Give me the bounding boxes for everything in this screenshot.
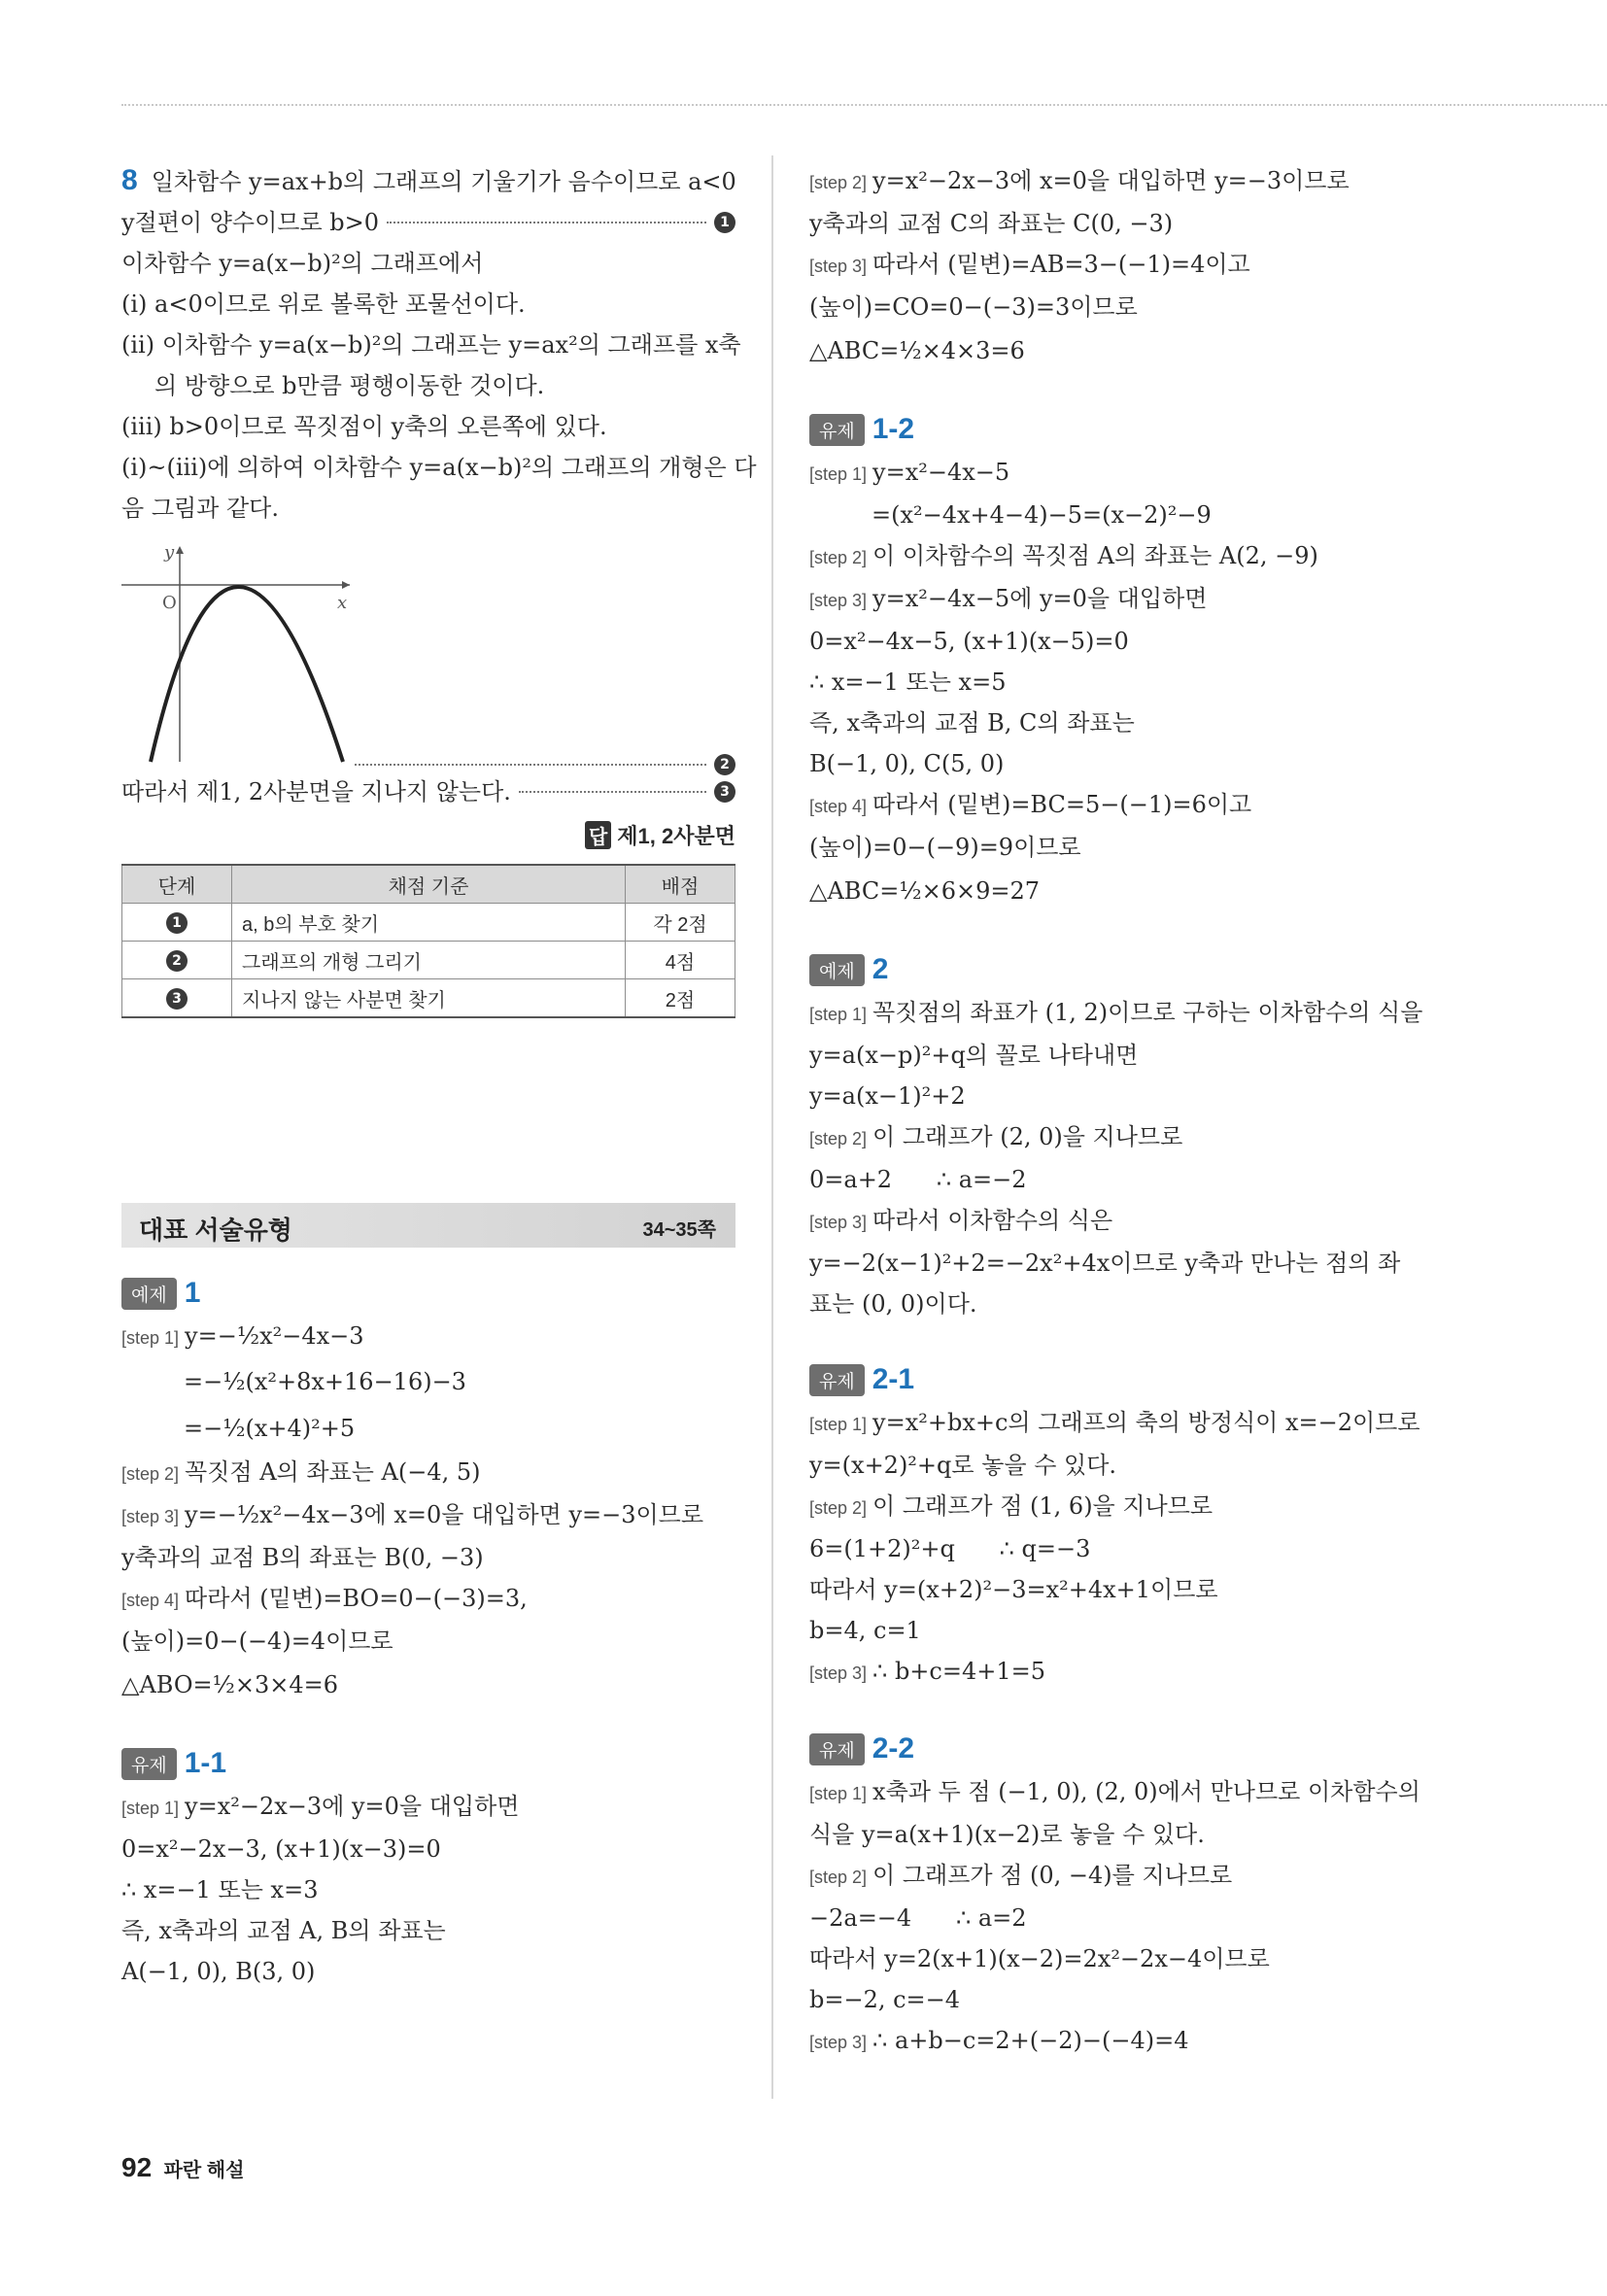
sim12-step3: [809, 578, 1431, 621]
problem-8-line-6: 의 방향으로 b만큼 평행이동한 것이다.: [154, 372, 545, 399]
problem-8-line-10: [121, 771, 735, 812]
example-number: 1: [184, 1277, 201, 1309]
table-row: [122, 979, 735, 1018]
step-text: 꼭짓점 A의 좌표는 A(−4, 5): [185, 1458, 481, 1486]
step-marker-2: 2: [714, 754, 735, 775]
step-label: [step 2]: [809, 173, 868, 192]
similar-tag: 유제: [809, 414, 865, 446]
sim22-step2-line2: −2a=−4 ∴ a=2: [809, 1904, 1027, 1932]
sim11-step1: [121, 1786, 735, 1829]
problem-8-text: 따라서 제1, 2사분면을 지나지 않는다.: [121, 778, 511, 805]
step-text: 따라서 이차함수의 식은: [872, 1207, 1113, 1234]
problem-8-line-2: [121, 202, 735, 243]
step-text: 꼭짓점의 좌표가 (1, 2)이므로 구하는 이차함수의 식을: [872, 999, 1423, 1026]
sim12-step4-line2: (높이)=0−(−9)=9이므로: [809, 834, 1081, 861]
problem-8-line-9: 음 그림과 같다.: [121, 495, 279, 522]
answer-text: 제1, 2사분면: [617, 824, 735, 848]
step-text: 이 그래프가 점 (0, −4)를 지나므로: [872, 1862, 1233, 1889]
sim12-step2: [809, 535, 1431, 578]
sim12-step4: [809, 784, 1431, 827]
sim11-step1-line5: A(−1, 0), B(3, 0): [121, 1958, 316, 1985]
step-label: [step 3]: [809, 2033, 868, 2052]
section-header: [121, 1203, 735, 1248]
step-text: y=x²+bx+c의 그래프의 축의 방정식이 x=−2이므로: [872, 1409, 1420, 1436]
step-label: [step 4]: [809, 797, 868, 816]
page-footer: [121, 2152, 244, 2183]
ex1-step3: [121, 1494, 735, 1537]
sim11-step1-line4: 즉, x축과의 교점 A, B의 좌표는: [121, 1917, 446, 1944]
sim11-step3: [809, 244, 1431, 287]
example-1-header: [121, 1277, 735, 1310]
similar-2-2-header: [809, 1732, 1431, 1765]
step-label: [step 1]: [809, 464, 868, 484]
sim21-step2: [809, 1486, 1431, 1528]
similar-1-1: [121, 1747, 735, 1992]
sim22-step3: [809, 2020, 1431, 2063]
example-2: [809, 953, 1431, 1324]
table-row: [122, 904, 735, 942]
similar-number: 2-2: [872, 1732, 915, 1765]
similar-number: 1-1: [184, 1747, 227, 1779]
ex2-step1-line3: y=a(x−1)²+2: [809, 1082, 966, 1110]
step-text: 따라서 (밑변)=BO=0−(−3)=3,: [185, 1585, 528, 1612]
step-text: y=x²−2x−3에 x=0을 대입하면 y=−3이므로: [872, 167, 1350, 194]
sim12-step4-line3: △ABC=½×6×9=27: [809, 877, 1041, 905]
graph-leader: [355, 754, 735, 775]
sim22-step2-line3: 따라서 y=2(x+1)(x−2)=2x²−2x−4이므로: [809, 1945, 1270, 1972]
problem-8-line-5: (ⅱ) 이차함수 y=a(x−b)²의 그래프는 y=ax²의 그래프를 x축: [121, 331, 741, 359]
sim22-step1: [809, 1771, 1431, 1814]
problem-8-line-4: (ⅰ) a<0이므로 위로 볼록한 포물선이다.: [121, 291, 526, 318]
step-text: x축과 두 점 (−1, 0), (2, 0)에서 만나므로 이차함수의: [872, 1778, 1420, 1805]
ex2-step3-line3: 표는 (0, 0)이다.: [809, 1290, 977, 1318]
ex2-step3: [809, 1200, 1431, 1243]
step-text: 이 이차함수의 꼭짓점 A의 좌표는 A(2, −9): [872, 542, 1318, 569]
sim21-step1: [809, 1402, 1431, 1445]
table-header-points: 배점: [626, 865, 735, 904]
step-marker-2: 2: [166, 950, 188, 972]
similar-tag: 유제: [809, 1733, 865, 1765]
step-label: [step 2]: [121, 1464, 180, 1484]
step-label: [step 1]: [809, 1415, 868, 1434]
example-tag: 예제: [121, 1278, 177, 1310]
problem-8: [121, 160, 757, 850]
x-axis-label: x: [337, 593, 348, 613]
problem-number: 8: [121, 164, 138, 196]
ex1-step2: [121, 1452, 735, 1494]
step-marker-1: 1: [714, 212, 735, 233]
sim11-step2-line2: y축과의 교점 C의 좌표는 C(0, −3): [809, 210, 1174, 237]
sim12-step1: [809, 452, 1431, 495]
step-label: [step 1]: [121, 1328, 180, 1348]
ex2-step1: [809, 992, 1431, 1035]
sim21-step2-line2: 6=(1+2)²+q ∴ q=−3: [809, 1535, 1091, 1562]
points-cell: 4점: [626, 942, 735, 979]
sim11-step1-line3: ∴ x=−1 또는 x=3: [121, 1876, 319, 1903]
step-text: y=x²−4x−5: [872, 459, 1010, 486]
problem-8-text: y절편이 양수이므로 b>0: [121, 209, 380, 236]
sim11-step2: [809, 160, 1431, 203]
similar-1-2: [809, 413, 1431, 914]
step-text: 따라서 (밑변)=BC=5−(−1)=6이고: [872, 791, 1252, 818]
points-cell: 각 2점: [626, 904, 735, 942]
sim11-step3-line2: (높이)=CO=0−(−3)=3이므로: [809, 293, 1138, 321]
step-text: y=−½x²−4x−3에 x=0을 대입하면 y=−3이므로: [185, 1501, 704, 1528]
ex1-step1-line2: =−½(x²+8x+16−16)−3: [184, 1368, 466, 1395]
problem-8-line-7: (ⅲ) b>0이므로 꼭짓점이 y축의 오른쪽에 있다.: [121, 413, 607, 440]
column-divider: [771, 155, 773, 2099]
sim22-step1-line2: 식을 y=a(x+1)(x−2)로 놓을 수 있다.: [809, 1821, 1205, 1848]
example-1: [121, 1277, 735, 1708]
step-label: [step 1]: [809, 1784, 868, 1803]
sim21-step3: [809, 1651, 1431, 1694]
example-number: 2: [872, 953, 889, 985]
example-tag: 예제: [809, 954, 865, 986]
section-title: 대표 서술유형: [139, 1216, 292, 1245]
sim11-step3-line3: △ABC=½×4×3=6: [809, 337, 1025, 364]
problem-8-line-1: [121, 160, 735, 202]
problem-8-text: 일차함수 y=ax+b의 그래프의 기울기가 음수이므로 a<0: [151, 168, 736, 195]
step-text: 이 그래프가 점 (1, 6)을 지나므로: [872, 1492, 1214, 1520]
step-label: [step 3]: [809, 1213, 868, 1232]
sim12-step3-line4: 즉, x축과의 교점 B, C의 좌표는: [809, 709, 1135, 737]
table-header-criteria: 채점 기준: [232, 865, 626, 904]
ex2-step2-line2: 0=a+2 ∴ a=−2: [809, 1166, 1027, 1193]
sim21-step2-line4: b=4, c=1: [809, 1617, 921, 1644]
answer-line: [121, 820, 735, 850]
sim21-step1-line2: y=(x+2)²+q로 놓을 수 있다.: [809, 1452, 1117, 1479]
problem-8-line-8: (ⅰ)~(ⅲ)에 의하여 이차함수 y=a(x−b)²의 그래프의 개형은 다: [121, 454, 757, 481]
sim12-step3-line2: 0=x²−4x−5, (x+1)(x−5)=0: [809, 628, 1129, 655]
similar-tag: 유제: [809, 1364, 865, 1396]
sim21-step2-line3: 따라서 y=(x+2)²−3=x²+4x+1이므로: [809, 1576, 1218, 1603]
sim12-step3-line5: B(−1, 0), C(5, 0): [809, 750, 1005, 777]
ex2-step3-line2: y=−2(x−1)²+2=−2x²+4x이므로 y축과 만나는 점의 좌: [809, 1250, 1401, 1277]
step-text: y=x²−4x−5에 y=0을 대입하면: [872, 585, 1208, 612]
step-label: [step 2]: [809, 1129, 868, 1148]
ex1-step3-line2: y축과의 교점 B의 좌표는 B(0, −3): [121, 1544, 484, 1571]
right-column: [809, 160, 1431, 2063]
ex1-step4: [121, 1578, 735, 1621]
step-label: [step 3]: [121, 1507, 180, 1526]
step-text: ∴ a+b−c=2+(−2)−(−4)=4: [872, 2027, 1189, 2054]
sim12-step3-line3: ∴ x=−1 또는 x=5: [809, 668, 1007, 696]
step-marker-3: 3: [166, 988, 188, 1010]
similar-1-2-header: [809, 413, 1431, 446]
similar-2-2: [809, 1732, 1431, 2063]
sim22-step2: [809, 1855, 1431, 1898]
problem-8-line-3: 이차함수 y=a(x−b)²의 그래프에서: [121, 250, 484, 277]
y-axis-label: y: [164, 542, 175, 563]
table-row: [122, 942, 735, 979]
similar-1-1-header: [121, 1747, 735, 1780]
ex1-step1-line3: =−½(x+4)²+5: [184, 1415, 356, 1442]
criterion-cell: a, b의 부호 찾기: [232, 904, 626, 942]
step-label: [step 3]: [809, 257, 868, 276]
origin-label: O: [162, 593, 177, 613]
step-label: [step 2]: [809, 548, 868, 567]
similar-1-1-continued: [809, 160, 1431, 374]
step-cell: [122, 904, 232, 942]
step-text: ∴ b+c=4+1=5: [872, 1658, 1045, 1685]
similar-tag: 유제: [121, 1748, 177, 1780]
sim12-step1-line2: =(x²−4x+4−4)−5=(x−2)²−9: [872, 501, 1212, 529]
page-number: 92: [121, 2152, 153, 2182]
x-axis-arrow: [342, 581, 350, 589]
step-marker-3: 3: [714, 781, 735, 803]
ex2-step2: [809, 1116, 1431, 1159]
step-label: [step 3]: [809, 591, 868, 610]
criterion-cell: 그래프의 개형 그리기: [232, 942, 626, 979]
sim22-step2-line4: b=−2, c=−4: [809, 1986, 961, 2013]
ex1-step4-line3: △ABO=½×3×4=6: [121, 1671, 339, 1698]
step-text: 이 그래프가 (2, 0)을 지나므로: [872, 1123, 1183, 1150]
similar-2-1: [809, 1363, 1431, 1694]
step-text: y=x²−2x−3에 y=0을 대입하면: [185, 1793, 520, 1820]
similar-2-1-header: [809, 1363, 1431, 1396]
ex1-step4-line2: (높이)=0−(−4)=4이므로: [121, 1628, 393, 1655]
parabola-svg: [121, 538, 735, 771]
scoring-table: [121, 864, 735, 1018]
step-marker-1: 1: [166, 912, 188, 934]
step-label: [step 2]: [809, 1868, 868, 1887]
step-cell: [122, 942, 232, 979]
book-title: 파란 해설: [163, 2160, 245, 2181]
similar-number: 2-1: [872, 1363, 915, 1395]
step-label: [step 1]: [121, 1799, 180, 1818]
points-cell: 2점: [626, 979, 735, 1018]
y-axis-arrow: [176, 546, 184, 554]
section-pages: 34~35쪽: [642, 1219, 716, 1241]
sim11-step1-line2: 0=x²−2x−3, (x+1)(x−3)=0: [121, 1835, 441, 1863]
step-cell: [122, 979, 232, 1018]
table-header-step: 단계: [122, 865, 232, 904]
step-label: [step 1]: [809, 1005, 868, 1024]
step-label: [step 2]: [809, 1498, 868, 1518]
ex2-step1-line2: y=a(x−p)²+q의 꼴로 나타내면: [809, 1042, 1139, 1069]
ex1-step1: [121, 1316, 735, 1358]
parabola-graph: [121, 538, 735, 771]
step-label: [step 4]: [121, 1591, 180, 1610]
criterion-cell: 지나지 않는 사분면 찾기: [232, 979, 626, 1018]
step-text: 따라서 (밑변)=AB=3−(−1)=4이고: [872, 251, 1250, 278]
example-2-header: [809, 953, 1431, 986]
step-text: y=−½x²−4x−3: [185, 1322, 364, 1350]
step-label: [step 3]: [809, 1663, 868, 1683]
top-dotted-rule: [121, 104, 1607, 106]
answer-mark: 답: [585, 821, 611, 849]
similar-number: 1-2: [872, 413, 915, 445]
left-column: [121, 160, 757, 1992]
